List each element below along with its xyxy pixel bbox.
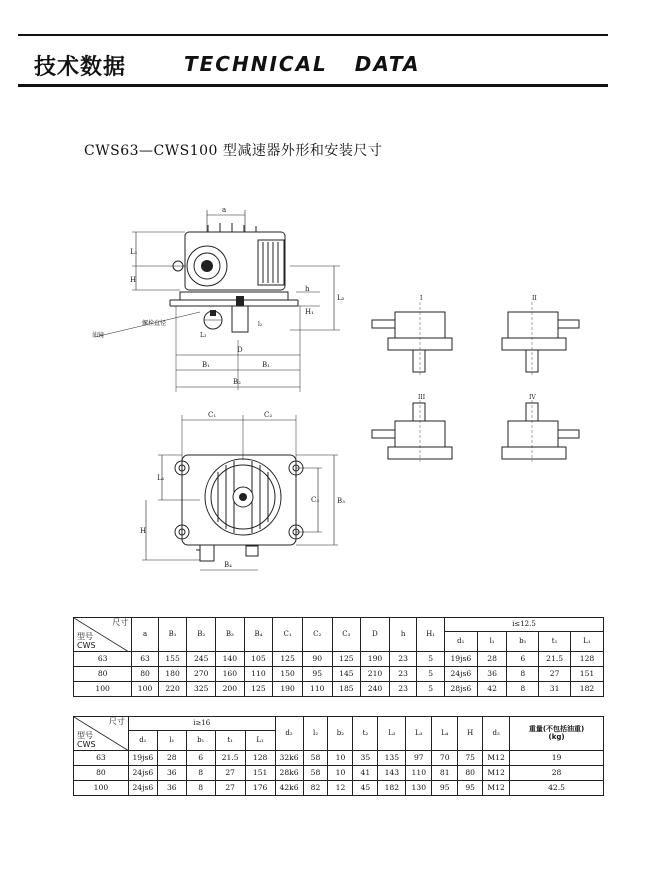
t1-corner-bottom-text: 型号 CWS bbox=[77, 632, 96, 650]
table-cell: 28 bbox=[157, 751, 186, 766]
assembly-view-3 bbox=[372, 394, 452, 462]
model-cell: 63 bbox=[74, 652, 132, 667]
table-cell: 42.5 bbox=[510, 781, 604, 796]
table-cell: 28js6 bbox=[444, 682, 477, 697]
table-cell: 36 bbox=[477, 667, 507, 682]
table-cell: 41 bbox=[353, 766, 378, 781]
model-cell: 100 bbox=[74, 682, 132, 697]
table-cell: 190 bbox=[361, 652, 390, 667]
label-D: D bbox=[237, 346, 243, 354]
table-cell: M12 bbox=[483, 766, 510, 781]
table-cell: 140 bbox=[216, 652, 245, 667]
table-cell: 97 bbox=[406, 751, 432, 766]
table-cell: 12 bbox=[328, 781, 353, 796]
t1-col-header: C₁ bbox=[273, 618, 303, 652]
t2-weight-header bbox=[510, 717, 604, 751]
t1-group-col: b₁ bbox=[507, 632, 539, 652]
t2-col-header: t₂ bbox=[353, 717, 378, 751]
table-cell: 23 bbox=[389, 652, 417, 667]
t1-col-header: B₁ bbox=[158, 618, 187, 652]
table-cell: 8 bbox=[507, 682, 539, 697]
table-cell: 190 bbox=[273, 682, 303, 697]
table-cell: 182 bbox=[378, 781, 406, 796]
table-cell: 110 bbox=[244, 667, 273, 682]
table-cell: 21.5 bbox=[539, 652, 571, 667]
table-cell: 100 bbox=[132, 682, 159, 697]
table-cell: 5 bbox=[417, 682, 445, 697]
table-cell: 28k6 bbox=[275, 766, 303, 781]
table-cell: 10 bbox=[328, 751, 353, 766]
t2-col-header: H bbox=[458, 717, 483, 751]
label-a: a bbox=[222, 206, 227, 214]
table-cell: 105 bbox=[244, 652, 273, 667]
table-cell: 75 bbox=[458, 751, 483, 766]
assembly-view-1 bbox=[372, 295, 452, 376]
t2-col-header: L₄ bbox=[432, 717, 458, 751]
label-l3: L₃ bbox=[200, 332, 207, 339]
table-cell: 80 bbox=[458, 766, 483, 781]
t2-group-header: i≥16 bbox=[128, 717, 275, 731]
t2-group-col: b₁ bbox=[186, 731, 215, 751]
table-cell: 151 bbox=[245, 766, 275, 781]
label-B4: B₄ bbox=[224, 561, 232, 569]
t1-group-col: d₁ bbox=[444, 632, 477, 652]
table-cell: 143 bbox=[378, 766, 406, 781]
table-row bbox=[74, 652, 604, 667]
t2-corner-bottom bbox=[77, 732, 96, 749]
table-cell: 128 bbox=[571, 652, 604, 667]
table-cell: 270 bbox=[187, 667, 216, 682]
table-cell: 28 bbox=[510, 766, 604, 781]
t2-group-col: L₁ bbox=[245, 731, 275, 751]
t1-corner-cell bbox=[74, 618, 132, 652]
label-C1: C₁ bbox=[208, 411, 217, 419]
table-cell: 24js6 bbox=[128, 781, 157, 796]
table-cell: 325 bbox=[187, 682, 216, 697]
table-cell: 58 bbox=[303, 766, 328, 781]
table-cell: 128 bbox=[245, 751, 275, 766]
t1-col-header: C₂ bbox=[302, 618, 332, 652]
model-cell: 80 bbox=[74, 667, 132, 682]
table-cell: 135 bbox=[378, 751, 406, 766]
table-cell: 176 bbox=[245, 781, 275, 796]
table-cell: 35 bbox=[353, 751, 378, 766]
table-cell: 28 bbox=[477, 652, 507, 667]
table-cell: 63 bbox=[132, 652, 159, 667]
table-cell: 220 bbox=[158, 682, 187, 697]
t1-col-header: B₄ bbox=[244, 618, 273, 652]
table-cell: 5 bbox=[417, 667, 445, 682]
t2-group-col: l₁ bbox=[157, 731, 186, 751]
table-row bbox=[74, 781, 604, 796]
table-cell: 10 bbox=[328, 766, 353, 781]
label-L-top: L₁ bbox=[157, 474, 165, 482]
header-title-en: TECHNICAL DATA bbox=[184, 52, 421, 76]
t2-corner-cell bbox=[74, 717, 129, 751]
t2-corner-bottom-text: 型号 CWS bbox=[77, 731, 96, 749]
table-cell: 27 bbox=[539, 667, 571, 682]
table-cell: 58 bbox=[303, 751, 328, 766]
spec-table-2 bbox=[73, 716, 604, 796]
label-H1: H₁ bbox=[305, 308, 314, 316]
table-cell: 32k6 bbox=[275, 751, 303, 766]
table-cell: 8 bbox=[186, 781, 215, 796]
label-view-3: III bbox=[418, 394, 426, 401]
table-cell: 180 bbox=[158, 667, 187, 682]
table-cell: 6 bbox=[186, 751, 215, 766]
table-cell: 24js6 bbox=[444, 667, 477, 682]
t1-group-col: l₁ bbox=[477, 632, 507, 652]
table-cell: 36 bbox=[157, 766, 186, 781]
label-C2: C₂ bbox=[264, 411, 273, 419]
t1-col-header: D bbox=[361, 618, 390, 652]
table-cell: 200 bbox=[216, 682, 245, 697]
label-H-top: H bbox=[140, 527, 147, 535]
label-B2: B₂ bbox=[233, 378, 241, 386]
table-cell: 130 bbox=[406, 781, 432, 796]
top-view bbox=[140, 411, 345, 570]
label-plug: 螺栓直径 bbox=[142, 320, 167, 327]
table-cell: 150 bbox=[273, 667, 303, 682]
label-Bg: B₁ bbox=[262, 361, 270, 369]
t2-col-header: b₂ bbox=[328, 717, 353, 751]
label-L: L₁ bbox=[130, 248, 138, 256]
table-cell: 19js6 bbox=[444, 652, 477, 667]
label-view-2: II bbox=[532, 295, 537, 302]
table-cell: 110 bbox=[302, 682, 332, 697]
t1-col-header: a bbox=[132, 618, 159, 652]
label-oil: 油镜 bbox=[92, 332, 105, 339]
t1-corner-bottom bbox=[77, 633, 96, 650]
table-cell: 240 bbox=[361, 682, 390, 697]
table-cell: 23 bbox=[389, 667, 417, 682]
front-view bbox=[92, 206, 345, 392]
label-L2: L₂ bbox=[337, 294, 345, 302]
t1-col-header: C₃ bbox=[332, 618, 361, 652]
t2-corner-top: 尺寸 bbox=[108, 717, 125, 726]
table-cell: 19 bbox=[510, 751, 604, 766]
table-cell: 24js6 bbox=[128, 766, 157, 781]
t1-group-col: t₁ bbox=[539, 632, 571, 652]
t2-col-header: l₂ bbox=[303, 717, 328, 751]
table-cell: 36 bbox=[157, 781, 186, 796]
t1-col-header: h bbox=[389, 618, 417, 652]
t2-col-header: L₃ bbox=[406, 717, 432, 751]
table-cell: 8 bbox=[186, 766, 215, 781]
table-cell: 95 bbox=[458, 781, 483, 796]
table-cell: 70 bbox=[432, 751, 458, 766]
t2-body bbox=[74, 751, 604, 796]
table-cell: 42 bbox=[477, 682, 507, 697]
table-cell: 125 bbox=[332, 652, 361, 667]
table-row bbox=[74, 667, 604, 682]
label-B1: B₁ bbox=[202, 361, 210, 369]
table-cell: 45 bbox=[353, 781, 378, 796]
t2-group-col: t₁ bbox=[215, 731, 245, 751]
t1-group-col: L₁ bbox=[571, 632, 604, 652]
t2-col-header: d₂ bbox=[275, 717, 303, 751]
table-cell: 245 bbox=[187, 652, 216, 667]
table-cell: M12 bbox=[483, 781, 510, 796]
table-cell: 8 bbox=[507, 667, 539, 682]
spec-table-1 bbox=[73, 617, 604, 697]
table-row bbox=[74, 766, 604, 781]
drawing-subtitle: CWS63—CWS100 型减速器外形和安装尺寸 bbox=[84, 143, 383, 159]
table-cell: 155 bbox=[158, 652, 187, 667]
t1-corner-top: 尺寸 bbox=[112, 618, 129, 627]
table-cell: 151 bbox=[571, 667, 604, 682]
table-cell: 210 bbox=[361, 667, 390, 682]
label-view-1: I bbox=[420, 295, 423, 302]
table-cell: 90 bbox=[302, 652, 332, 667]
model-cell: 100 bbox=[74, 781, 129, 796]
table-cell: 160 bbox=[216, 667, 245, 682]
table-cell: 27 bbox=[215, 766, 245, 781]
assembly-view-4 bbox=[502, 394, 579, 462]
t1-body bbox=[74, 652, 604, 697]
table-cell: 27 bbox=[215, 781, 245, 796]
table-cell: 42k6 bbox=[275, 781, 303, 796]
table-row bbox=[74, 682, 604, 697]
table-cell: 19js6 bbox=[128, 751, 157, 766]
table-cell: M12 bbox=[483, 751, 510, 766]
t2-col-header: L₂ bbox=[378, 717, 406, 751]
table-cell: 21.5 bbox=[215, 751, 245, 766]
table-cell: 23 bbox=[389, 682, 417, 697]
table-cell: 95 bbox=[302, 667, 332, 682]
table-row bbox=[74, 751, 604, 766]
t2-group-col: d₁ bbox=[128, 731, 157, 751]
t1-col-header: B₃ bbox=[216, 618, 245, 652]
label-H: H bbox=[130, 276, 137, 284]
table-cell: 95 bbox=[432, 781, 458, 796]
table-cell: 80 bbox=[132, 667, 159, 682]
label-B3: B₃ bbox=[337, 497, 345, 505]
t1-group-header: i≤12.5 bbox=[444, 618, 603, 632]
label-C3: C₃ bbox=[311, 496, 320, 504]
table-cell: 145 bbox=[332, 667, 361, 682]
t1-col-header: B₂ bbox=[187, 618, 216, 652]
table-cell: 182 bbox=[571, 682, 604, 697]
t2-weight-header-text: 重量(不包括油重) (kg) bbox=[528, 724, 585, 741]
t1-col-header: H₁ bbox=[417, 618, 445, 652]
assembly-view-2 bbox=[502, 295, 579, 376]
table-cell: 110 bbox=[406, 766, 432, 781]
label-l2: l₂ bbox=[258, 321, 263, 328]
t2-col-header: d₃ bbox=[483, 717, 510, 751]
table-cell: 81 bbox=[432, 766, 458, 781]
model-cell: 63 bbox=[74, 751, 129, 766]
table-cell: 125 bbox=[244, 682, 273, 697]
model-cell: 80 bbox=[74, 766, 129, 781]
table-cell: 185 bbox=[332, 682, 361, 697]
table-cell: 5 bbox=[417, 652, 445, 667]
table-cell: 6 bbox=[507, 652, 539, 667]
table-cell: 82 bbox=[303, 781, 328, 796]
table-cell: 31 bbox=[539, 682, 571, 697]
label-view-4: IV bbox=[529, 394, 536, 401]
header-title-cn: 技术数据 bbox=[34, 55, 127, 80]
label-h: h bbox=[305, 285, 310, 293]
table-cell: 125 bbox=[273, 652, 303, 667]
